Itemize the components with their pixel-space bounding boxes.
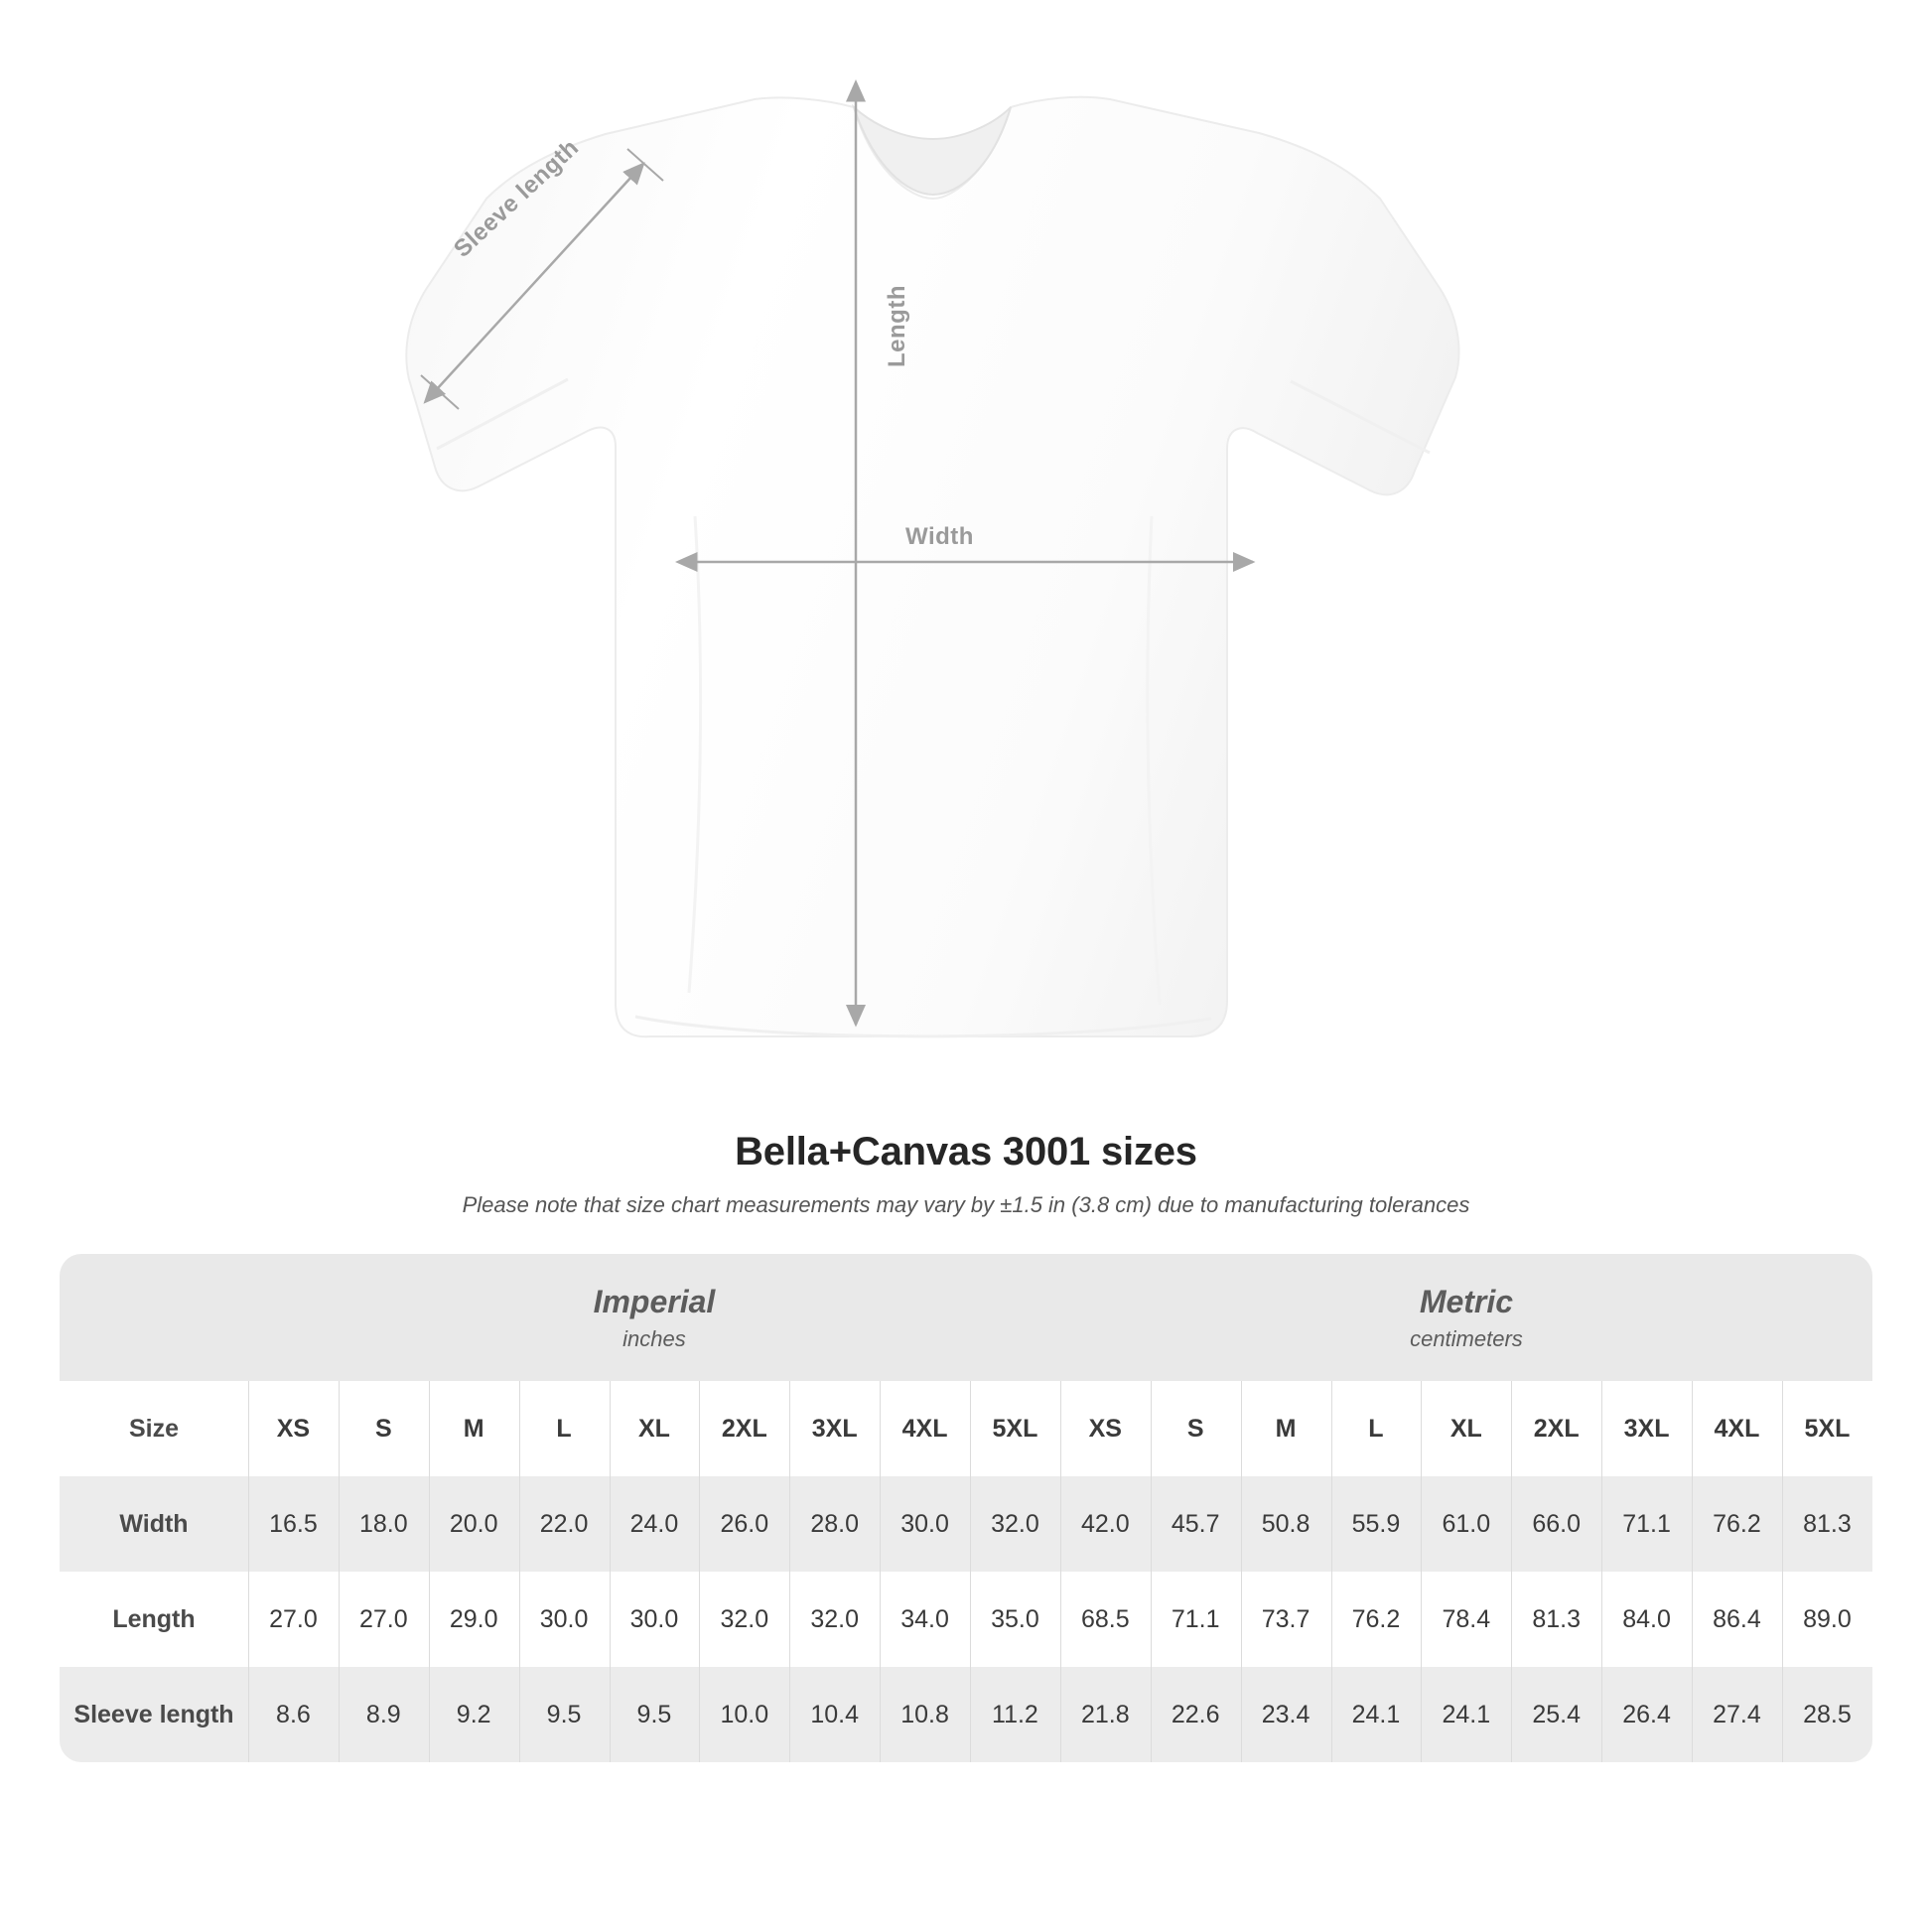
row-label-sleeve-length: Sleeve length <box>60 1667 248 1762</box>
cell-width-l-metric: 55.9 <box>1331 1476 1422 1572</box>
width-label: Width <box>905 523 974 550</box>
cell-length-5xl-metric: 89.0 <box>1782 1572 1872 1667</box>
table-row <box>60 1476 1872 1572</box>
cell-width-2xl-imperial: 26.0 <box>699 1476 789 1572</box>
tshirt-shape <box>406 97 1458 1036</box>
cell-length-2xl-metric: 81.3 <box>1511 1572 1601 1667</box>
cell-length-xl-imperial: 30.0 <box>610 1572 700 1667</box>
column-header-m-imperial: M <box>429 1381 519 1476</box>
cell-width-5xl-imperial: 32.0 <box>970 1476 1060 1572</box>
cell-sleeve-length-m-imperial: 9.2 <box>429 1667 519 1762</box>
column-header-xl-imperial: XL <box>610 1381 700 1476</box>
cell-width-2xl-metric: 66.0 <box>1511 1476 1601 1572</box>
column-header-l-metric: L <box>1331 1381 1422 1476</box>
cell-length-l-metric: 76.2 <box>1331 1572 1422 1667</box>
cell-length-3xl-imperial: 32.0 <box>789 1572 880 1667</box>
column-header-s-imperial: S <box>339 1381 429 1476</box>
cell-length-3xl-metric: 84.0 <box>1601 1572 1692 1667</box>
cell-length-xs-imperial: 27.0 <box>248 1572 339 1667</box>
row-label-length: Length <box>60 1572 248 1667</box>
unit-system-name: Metric <box>1419 1283 1514 1319</box>
cell-length-m-imperial: 29.0 <box>429 1572 519 1667</box>
cell-width-3xl-metric: 71.1 <box>1601 1476 1692 1572</box>
table-row <box>60 1667 1872 1762</box>
sleeve-length-label: Sleeve length <box>449 134 585 263</box>
cell-sleeve-length-xl-metric: 24.1 <box>1421 1667 1511 1762</box>
cell-sleeve-length-3xl-imperial: 10.4 <box>789 1667 880 1762</box>
column-header-l-imperial: L <box>519 1381 610 1476</box>
cell-width-s-metric: 45.7 <box>1151 1476 1241 1572</box>
cell-sleeve-length-xs-metric: 21.8 <box>1060 1667 1151 1762</box>
column-header-4xl-imperial: 4XL <box>880 1381 970 1476</box>
cell-sleeve-length-xs-imperial: 8.6 <box>248 1667 339 1762</box>
cell-sleeve-length-m-metric: 23.4 <box>1241 1667 1331 1762</box>
cell-width-m-metric: 50.8 <box>1241 1476 1331 1572</box>
unit-system-sub: centimeters <box>1410 1325 1523 1351</box>
cell-sleeve-length-l-imperial: 9.5 <box>519 1667 610 1762</box>
unit-system-cell-metric <box>1060 1254 1872 1381</box>
column-header-5xl-metric: 5XL <box>1782 1381 1872 1476</box>
cell-sleeve-length-4xl-metric: 27.4 <box>1692 1667 1782 1762</box>
unit-system-cell-imperial <box>248 1254 1060 1381</box>
size-table <box>60 1254 1872 1762</box>
cell-length-4xl-metric: 86.4 <box>1692 1572 1782 1667</box>
table-row <box>60 1572 1872 1667</box>
cell-width-l-imperial: 22.0 <box>519 1476 610 1572</box>
cell-width-xl-metric: 61.0 <box>1421 1476 1511 1572</box>
cell-width-m-imperial: 20.0 <box>429 1476 519 1572</box>
tolerance-note: Please note that size chart measurements may vary by ±1.5 in (3.8 cm) due to manufacturing tolerances <box>462 1192 1470 1217</box>
size-header-row <box>60 1381 1872 1476</box>
cell-sleeve-length-3xl-metric: 26.4 <box>1601 1667 1692 1762</box>
unit-system-sub: inches <box>622 1325 686 1351</box>
cell-length-xs-metric: 68.5 <box>1060 1572 1151 1667</box>
cell-sleeve-length-4xl-imperial: 10.8 <box>880 1667 970 1762</box>
column-header-xl-metric: XL <box>1421 1381 1511 1476</box>
cell-length-4xl-imperial: 34.0 <box>880 1572 970 1667</box>
cell-sleeve-length-s-imperial: 8.9 <box>339 1667 429 1762</box>
column-header-m-metric: M <box>1241 1381 1331 1476</box>
column-header-3xl-imperial: 3XL <box>789 1381 880 1476</box>
column-header-4xl-metric: 4XL <box>1692 1381 1782 1476</box>
cell-width-s-imperial: 18.0 <box>339 1476 429 1572</box>
cell-length-2xl-imperial: 32.0 <box>699 1572 789 1667</box>
cell-width-xs-imperial: 16.5 <box>248 1476 339 1572</box>
cell-sleeve-length-s-metric: 22.6 <box>1151 1667 1241 1762</box>
cell-width-3xl-imperial: 28.0 <box>789 1476 880 1572</box>
cell-width-4xl-metric: 76.2 <box>1692 1476 1782 1572</box>
cell-width-xs-metric: 42.0 <box>1060 1476 1151 1572</box>
column-header-xs-metric: XS <box>1060 1381 1151 1476</box>
column-header-2xl-metric: 2XL <box>1511 1381 1601 1476</box>
cell-sleeve-length-xl-imperial: 9.5 <box>610 1667 700 1762</box>
cell-length-l-imperial: 30.0 <box>519 1572 610 1667</box>
page-title: Bella+Canvas 3001 sizes <box>735 1130 1197 1173</box>
unit-system-row <box>60 1254 1872 1381</box>
cell-length-5xl-imperial: 35.0 <box>970 1572 1060 1667</box>
cell-sleeve-length-5xl-imperial: 11.2 <box>970 1667 1060 1762</box>
title-block <box>0 1130 1932 1218</box>
column-header-size: Size <box>60 1381 248 1476</box>
cell-length-m-metric: 73.7 <box>1241 1572 1331 1667</box>
column-header-2xl-imperial: 2XL <box>699 1381 789 1476</box>
column-header-s-metric: S <box>1151 1381 1241 1476</box>
cell-sleeve-length-2xl-imperial: 10.0 <box>699 1667 789 1762</box>
cell-width-5xl-metric: 81.3 <box>1782 1476 1872 1572</box>
cell-length-s-imperial: 27.0 <box>339 1572 429 1667</box>
cell-width-xl-imperial: 24.0 <box>610 1476 700 1572</box>
cell-length-s-metric: 71.1 <box>1151 1572 1241 1667</box>
size-table-wrapper <box>60 1254 1872 1762</box>
column-header-5xl-imperial: 5XL <box>970 1381 1060 1476</box>
cell-width-4xl-imperial: 30.0 <box>880 1476 970 1572</box>
cell-sleeve-length-2xl-metric: 25.4 <box>1511 1667 1601 1762</box>
cell-sleeve-length-l-metric: 24.1 <box>1331 1667 1422 1762</box>
cell-sleeve-length-5xl-metric: 28.5 <box>1782 1667 1872 1762</box>
unit-system-name: Imperial <box>593 1283 716 1319</box>
unit-row-corner <box>60 1254 248 1381</box>
length-label: Length <box>884 285 910 367</box>
column-header-xs-imperial: XS <box>248 1381 339 1476</box>
row-label-width: Width <box>60 1476 248 1572</box>
column-header-3xl-metric: 3XL <box>1601 1381 1692 1476</box>
cell-length-xl-metric: 78.4 <box>1421 1572 1511 1667</box>
